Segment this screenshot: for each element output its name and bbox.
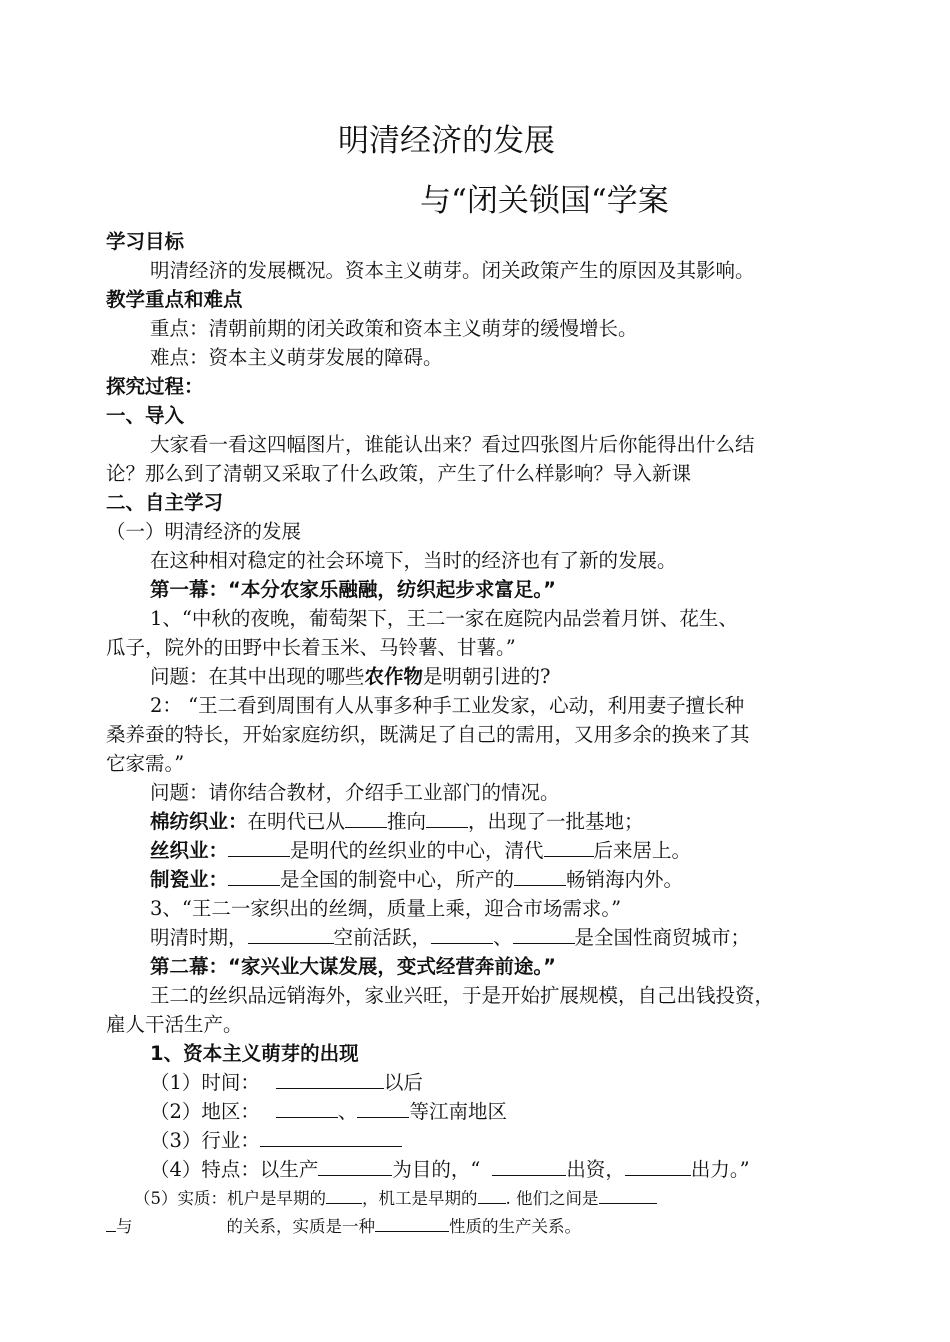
q3-text-c: 、	[493, 926, 513, 949]
blank-field[interactable]	[514, 867, 566, 886]
q2-text-3: 它家需。”	[106, 752, 185, 775]
item-essence-2	[106, 1214, 581, 1240]
act2-heading: 第二幕：“家兴业大谋发展，变式经营奔前途。”	[150, 955, 556, 978]
difficult-point: 难点：资本主义萌芽发展的障碍。	[150, 346, 443, 369]
item-essence-a: （5）实质：机户是早期的	[134, 1189, 326, 1208]
blank-field[interactable]	[375, 1216, 449, 1232]
item-essence-b: ，机工是早期的	[362, 1189, 478, 1208]
q3-text-b: 空前活跃，	[333, 926, 432, 949]
blank-field[interactable]	[431, 925, 493, 944]
blank-field[interactable]	[426, 809, 468, 828]
silk-text-a: 是明代的丝织业的中心，清代	[290, 839, 544, 862]
item-region	[150, 1099, 507, 1125]
q3-text: 3、“王二一家织出的丝绸，质量上乘，迎合市场需求。”	[150, 897, 622, 920]
blank-field[interactable]	[276, 1099, 338, 1118]
blank-field[interactable]	[625, 1157, 691, 1176]
goal-text: 明清经济的发展概况。资本主义萌芽。闭关政策产生的原因及其影响。	[150, 259, 755, 282]
item-feature	[150, 1157, 750, 1183]
q1-text-2: 瓜子，院外的田野中长着玉米、马铃薯、甘薯。”	[106, 636, 516, 659]
item-time	[150, 1070, 423, 1096]
cotton-line	[150, 809, 644, 835]
blank-field[interactable]	[326, 1188, 362, 1204]
key-point: 重点：清朝前期的闭关政策和资本主义萌芽的缓慢增长。	[150, 317, 638, 340]
act1-heading: 第一幕：“本分农家乐融融，纺织起步求富足。”	[150, 578, 556, 601]
page-title-line2: 与“闭关锁国“学案	[420, 183, 669, 219]
q1-question-bold: 农作物	[364, 665, 424, 688]
intro-heading: 一、导入	[106, 404, 185, 427]
act2-text-2: 雇人干活生产。	[106, 1013, 243, 1036]
item-region-suffix: 等江南地区	[409, 1100, 507, 1123]
q2-question: 问题：请你结合教材，介绍手工业部门的情况。	[150, 781, 560, 804]
item-essence-c: . 他们之间是	[505, 1189, 599, 1208]
key-heading: 教学重点和难点	[106, 288, 243, 311]
item-industry-label: （3）行业：	[150, 1129, 260, 1152]
item-time-label: （1）时间：	[150, 1071, 260, 1094]
intro-text-1: 大家看一看这四幅图片，谁能认出来？看过四张图片后你能得出什么结	[150, 433, 755, 456]
silk-line	[150, 838, 691, 864]
q1-question-prefix: 问题：在其中出现的哪些	[150, 665, 365, 688]
goal-heading: 学习目标	[106, 230, 185, 253]
blank-field[interactable]	[599, 1188, 657, 1204]
silk-text-b: 后来居上。	[593, 839, 692, 862]
q1-question	[150, 664, 551, 690]
blank-field[interactable]	[513, 925, 575, 944]
cotton-text-b: 推向	[387, 810, 427, 833]
porcelain-text-a: 是全国的制瓷中心，所产的	[280, 868, 515, 891]
item-feature-c: 出资，	[566, 1158, 625, 1181]
blank-field[interactable]	[492, 1157, 566, 1176]
self-study-heading: 二、自主学习	[106, 491, 224, 514]
page-title-line1: 明清经济的发展	[338, 123, 555, 159]
item-industry	[150, 1128, 402, 1154]
blank-field[interactable]	[318, 1157, 392, 1176]
process-heading: 探究过程：	[106, 375, 204, 398]
act2-text-1: 王二的丝织品远销海外，家业兴旺，于是开始扩展规模，自己出钱投资，	[150, 984, 775, 1007]
intro-text-2: 论？那么到了清朝又采取了什么政策，产生了什么样影响？导入新课	[106, 462, 692, 485]
cotton-label: 棉纺织业：	[150, 810, 248, 833]
item-region-sep: 、	[337, 1100, 358, 1123]
q3-text-d: 是全国性商贸城市；	[574, 926, 751, 949]
item-feature-a: （4）特点：以生产	[150, 1158, 319, 1181]
porcelain-text-b: 畅销海内外。	[566, 868, 684, 891]
porcelain-line	[150, 867, 683, 893]
blank-field[interactable]	[228, 838, 290, 857]
item-essence-e: 的关系，实质是一种	[226, 1217, 375, 1236]
subsection-heading: （一）明清经济的发展	[106, 520, 302, 543]
q2-text-2: 桑养蚕的特长，开始家庭纺织，既满足了自己的需用，又用多余的换来了其	[106, 723, 750, 746]
cotton-text-c: ，出现了一批基地；	[468, 810, 644, 833]
blank-field[interactable]	[357, 1099, 409, 1118]
q2-text-1: 2： “王二看到周围有人从事多种手工业发家，心动，利用妻子擅长种	[150, 694, 745, 717]
item-region-label: （2）地区：	[150, 1100, 260, 1123]
item-time-suffix: 以后	[383, 1071, 423, 1094]
item-essence-d: 与	[116, 1217, 133, 1236]
blank-field[interactable]	[106, 1216, 116, 1232]
blank-field[interactable]	[345, 809, 387, 828]
blank-field[interactable]	[478, 1188, 506, 1204]
q1-text-1: 1、“中秋的夜晚，葡萄架下，王二一家在庭院内品尝着月饼、花生、	[150, 607, 738, 630]
blank-field[interactable]	[248, 925, 334, 944]
q3-text-a: 明清时期，	[150, 926, 248, 949]
blank-field[interactable]	[276, 1070, 384, 1089]
blank-field[interactable]	[544, 838, 594, 857]
q1-question-suffix: 是明朝引进的?	[423, 665, 551, 688]
blank-field[interactable]	[260, 1128, 402, 1147]
item-feature-b: 为目的，“	[392, 1158, 481, 1181]
intro-paragraph: 在这种相对稳定的社会环境下，当时的经济也有了新的发展。	[150, 549, 677, 572]
porcelain-label: 制瓷业：	[150, 868, 229, 891]
blank-field[interactable]	[228, 867, 280, 886]
cotton-text-a: 在明代已从	[247, 810, 346, 833]
silk-label: 丝织业：	[150, 839, 229, 862]
capitalism-heading: 1、资本主义萌芽的出现	[150, 1042, 359, 1065]
q3-answer-line	[150, 925, 750, 951]
item-essence-f: 性质的生产关系。	[449, 1217, 581, 1236]
item-essence-1	[134, 1186, 657, 1212]
item-feature-d: 出力。”	[690, 1158, 750, 1181]
